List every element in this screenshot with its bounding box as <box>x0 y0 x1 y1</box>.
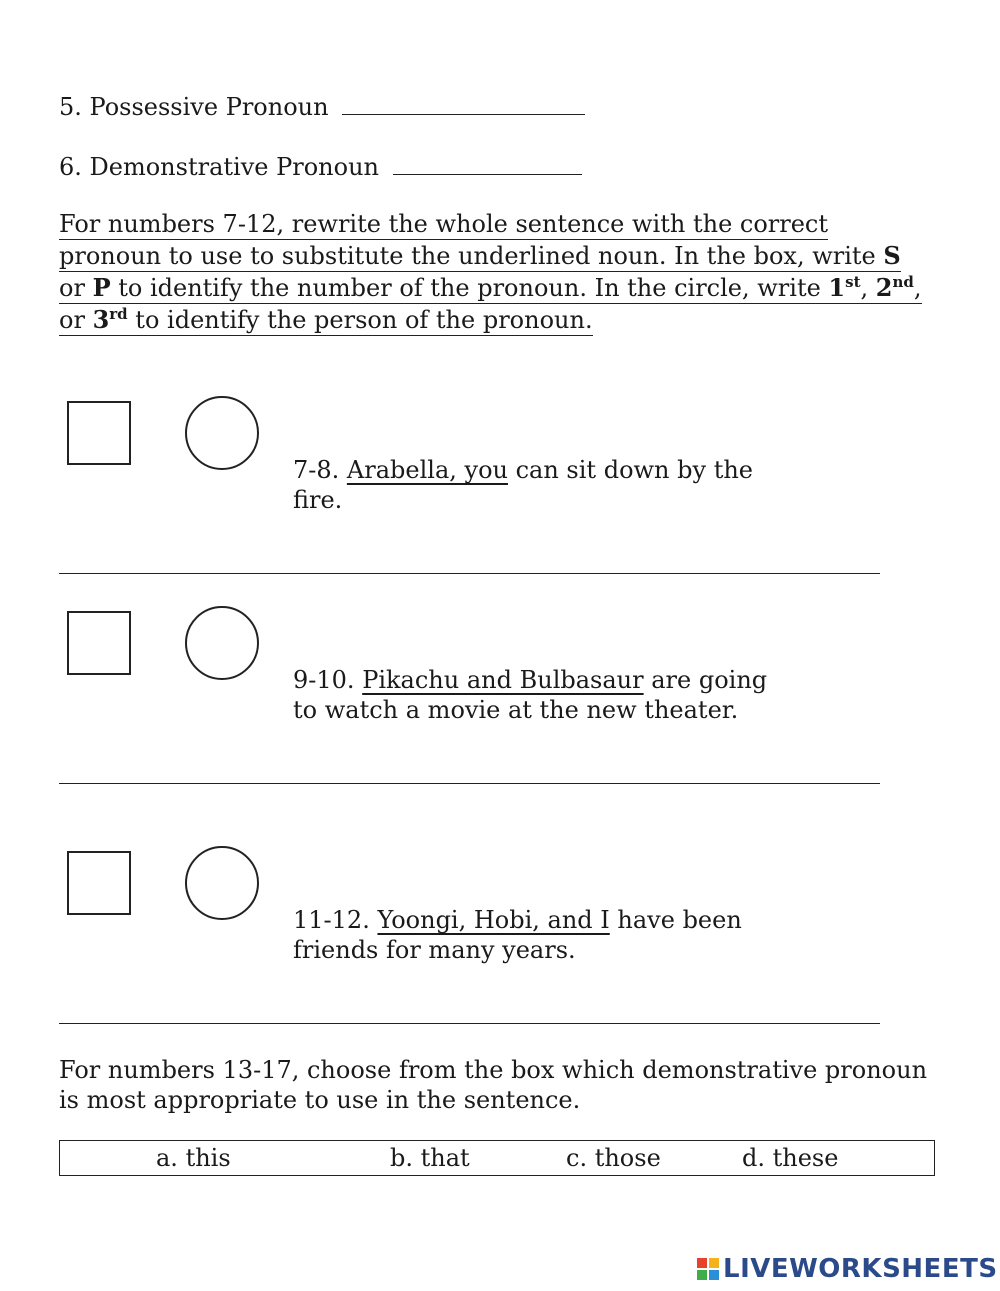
question-7-8: 7-8. Arabella, you can sit down by the fire. <box>293 456 753 514</box>
choice-b: b. that <box>390 1144 470 1172</box>
number-answer-box-9-10[interactable] <box>67 611 131 675</box>
underlined-noun-9-10: Pikachu and Bulbasaur <box>362 666 644 694</box>
liveworksheets-logo[interactable] <box>697 1254 998 1284</box>
instructions-line-4: or 3rd to identify the person of the pronoun. <box>59 305 593 334</box>
q5-item <box>59 88 585 123</box>
person-answer-circle-7-8[interactable] <box>185 396 259 470</box>
pronoun-choices-box <box>59 1140 935 1176</box>
choice-c: c. those <box>566 1144 661 1172</box>
instructions-13-17-line-2: is most appropriate to use in the sentence. <box>59 1086 581 1114</box>
choice-a: a. this <box>156 1144 231 1172</box>
number-answer-box-7-8[interactable] <box>67 401 131 465</box>
person-answer-circle-11-12[interactable] <box>185 846 259 920</box>
logo-square-green <box>697 1270 707 1280</box>
person-answer-circle-9-10[interactable] <box>185 606 259 680</box>
instructions-13-17 <box>59 1055 927 1115</box>
question-9-10: 9-10. Pikachu and Bulbasaur are going to watch a movie at the new theater. <box>293 666 768 724</box>
logo-square-red <box>697 1258 707 1268</box>
instructions-7-12 <box>59 208 959 336</box>
instructions-line-2: pronoun to use to substitute the underlined noun. In the box, write S <box>59 241 901 270</box>
answer-line-7-8[interactable] <box>59 573 880 574</box>
q6-label: 6. Demonstrative Pronoun <box>59 153 379 181</box>
liveworksheets-logo-icon <box>697 1258 719 1280</box>
answer-line-11-12[interactable] <box>59 1023 880 1024</box>
answer-line-9-10[interactable] <box>59 783 880 784</box>
underlined-noun-7-8: Arabella, you <box>346 456 508 484</box>
number-answer-box-11-12[interactable] <box>67 851 131 915</box>
logo-square-yellow <box>709 1258 719 1268</box>
choice-d: d. these <box>742 1144 839 1172</box>
instructions-line-1: For numbers 7-12, rewrite the whole sentence with the correct <box>59 210 829 238</box>
q6-answer-blank[interactable] <box>393 148 582 175</box>
q5-label: 5. Possessive Pronoun <box>59 93 329 121</box>
q5-answer-blank[interactable] <box>342 88 585 115</box>
logo-square-blue <box>709 1270 719 1280</box>
q6-item <box>59 148 582 183</box>
instructions-13-17-line-1: For numbers 13-17, choose from the box which demonstrative pronoun <box>59 1056 928 1084</box>
question-11-12: 11-12. Yoongi, Hobi, and I have been friends for many years. <box>293 906 742 964</box>
underlined-noun-11-12: Yoongi, Hobi, and I <box>377 906 610 934</box>
logo-text: LIVEWORKSHEETS <box>723 1254 998 1284</box>
instructions-line-3: or P to identify the number of the pronoun. In the circle, write 1st, 2nd, <box>59 273 922 302</box>
